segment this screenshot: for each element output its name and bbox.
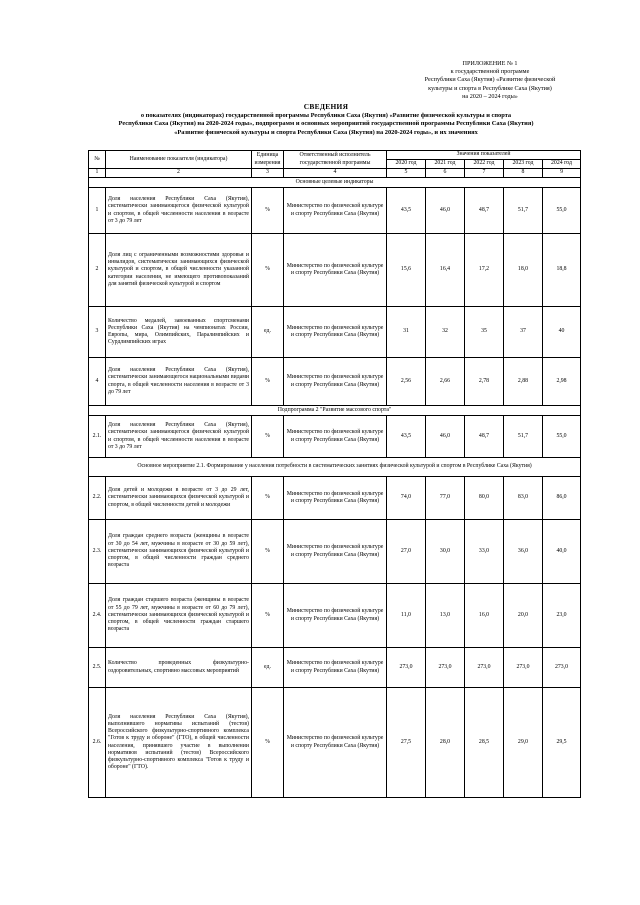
column-index: 6 (426, 169, 465, 178)
row-value: 27,5 (387, 688, 426, 798)
row-value: 2,98 (543, 358, 581, 406)
row-name: Доля населения Республики Саха (Якутия), систематически занимающегося физической культурой и спортом, в общей численности населения в возрасте от 3 до 79 лет (106, 416, 252, 458)
row-unit: % (252, 234, 284, 307)
table-row (89, 688, 581, 798)
table-row (89, 584, 581, 648)
appendix-line: культуры и спорта в Республике Саха (Якутия) (428, 84, 552, 92)
row-value: 273,0 (387, 648, 426, 688)
row-unit: % (252, 520, 284, 584)
row-value: 48,7 (465, 188, 504, 234)
row-value: 32 (426, 307, 465, 358)
row-value: 15,6 (387, 234, 426, 307)
row-value: 2,88 (504, 358, 543, 406)
title-heading: СВЕДЕНИЯ (303, 102, 349, 111)
column-index: 2 (106, 169, 252, 178)
row-value: 43,5 (387, 416, 426, 458)
header-unit: Единица измерения (252, 151, 284, 169)
table-row (89, 307, 581, 358)
row-executor: Министерство по физической культуре и спорту Республики Саха (Якутия) (284, 477, 387, 520)
appendix-line: ПРИЛОЖЕНИЕ № 1 (462, 60, 518, 67)
row-name: Количество проведенных физкультурно-оздоровительных, спортивно массовых мероприятий (106, 648, 252, 688)
row-value: 273,0 (543, 648, 581, 688)
row-value: 273,0 (426, 648, 465, 688)
row-unit: % (252, 416, 284, 458)
row-executor: Министерство по физической культуре и спорту Республики Саха (Якутия) (284, 584, 387, 648)
column-index: 4 (284, 169, 387, 178)
row-no: 2.3. (89, 520, 106, 584)
row-name: Доля населения Республики Саха (Якутия), систематически занимающегося физической культурой и спортом, в общей численности населения в возрасте от 3 до 79 лет (106, 188, 252, 234)
appendix-line: Республики Саха (Якутия) «Развитие физической (424, 76, 556, 84)
header-year: 2023 год (504, 160, 543, 169)
row-name: Доля граждан среднего возраста (женщины в возрасте от 30 до 54 лет, мужчины в возрасте от 30 до 59 лет), систематически занимающихся физической культурой и спортом, в общей численности граждан среднего возраста (106, 520, 252, 584)
row-executor: Министерство по физической культуре и спорту Республики Саха (Якутия) (284, 520, 387, 584)
row-executor: Министерство по физической культуре и спорту Республики Саха (Якутия) (284, 307, 387, 358)
row-executor: Министерство по физической культуре и спорту Республики Саха (Якутия) (284, 648, 387, 688)
column-index: 3 (252, 169, 284, 178)
row-unit: % (252, 188, 284, 234)
section-title: Подпрограмма 2 "Развитие массового спорта" (89, 406, 581, 416)
row-value: 86,0 (543, 477, 581, 520)
row-value: 35 (465, 307, 504, 358)
document-title (70, 103, 582, 137)
table-row (89, 188, 581, 234)
header-year: 2024 год (543, 160, 581, 169)
header-executor: Ответственный исполнитель государственной программы (284, 151, 387, 169)
table-row (89, 648, 581, 688)
row-executor: Министерство по физической культуре и спорту Республики Саха (Якутия) (284, 234, 387, 307)
row-value: 51,7 (504, 188, 543, 234)
header-year: 2021 год (426, 160, 465, 169)
header-no: № (89, 151, 106, 169)
section-row-subprogram (89, 406, 581, 416)
row-value: 55,0 (543, 416, 581, 458)
row-value: 31 (387, 307, 426, 358)
table-row (89, 234, 581, 307)
row-value: 2,78 (465, 358, 504, 406)
row-value: 80,0 (465, 477, 504, 520)
row-value: 23,0 (543, 584, 581, 648)
title-line: о показателях (индикаторах) государственной программы Республики Саха (Якутия) «Развитие физической культуры и спорта (140, 111, 512, 119)
row-value: 43,5 (387, 188, 426, 234)
row-unit: ед. (252, 307, 284, 358)
column-index: 1 (89, 169, 106, 178)
row-no: 2.5. (89, 648, 106, 688)
column-index: 5 (387, 169, 426, 178)
row-value: 20,0 (504, 584, 543, 648)
header-name: Наименование показателя (индикатора) (106, 151, 252, 169)
row-value: 273,0 (465, 648, 504, 688)
row-value: 16,4 (426, 234, 465, 307)
row-name: Доля лиц с ограниченными возможностями здоровья и инвалидов, систематически занимающихся физической культурой и спортом, в общей численности указанной категории населения, не имеющего противопоказаний для занятий физической культурой и спортом (106, 234, 252, 307)
row-value: 29,0 (504, 688, 543, 798)
row-value: 40 (543, 307, 581, 358)
header-year: 2020 год (387, 160, 426, 169)
row-value: 11,0 (387, 584, 426, 648)
table-row (89, 520, 581, 584)
row-value: 77,0 (426, 477, 465, 520)
column-index: 8 (504, 169, 543, 178)
header-values: Значения показателей (387, 151, 581, 160)
row-unit: % (252, 688, 284, 798)
row-value: 27,0 (387, 520, 426, 584)
row-value: 37 (504, 307, 543, 358)
row-value: 18,8 (543, 234, 581, 307)
table-row (89, 416, 581, 458)
row-executor: Министерство по физической культуре и спорту Республики Саха (Якутия) (284, 688, 387, 798)
title-line: Республики Саха (Якутия) на 2020-2024 годы», подпрограмм и основных мероприятий государственной программы Республики Саха (Якутия) (118, 120, 534, 128)
row-value: 46,0 (426, 188, 465, 234)
appendix-line: к государственной программе (450, 68, 530, 76)
row-no: 1 (89, 188, 106, 234)
row-name: Доля граждан старшего возраста (женщины в возрасте от 55 до 79 лет, мужчины в возрасте от 60 до 79 лет), систематически занимающихся физической культурой и спортом, в общей численности граждан старшего возраста (106, 584, 252, 648)
title-line: «Развитие физической культуры и спорта Республики Саха (Якутия) на 2020-2024 годы», и их значениях (174, 128, 478, 136)
row-name: Количество медалей, завоеванных спортсменами Республики Саха (Якутия) на чемпионатах России, Европы, мира, Олимпийских, Паралимпийских и Сурдлимпийских играх (106, 307, 252, 358)
indicators-table (88, 150, 581, 798)
section-title: Основные целевые индикаторы (89, 178, 581, 188)
row-unit: % (252, 584, 284, 648)
row-value: 36,0 (504, 520, 543, 584)
row-unit: % (252, 358, 284, 406)
row-value: 28,5 (465, 688, 504, 798)
column-index: 9 (543, 169, 581, 178)
row-name: Доля детей и молодежи в возрасте от 3 до 29 лет, систематически занимающихся физической культурой и спортом, в общей численности детей и молодежи (106, 477, 252, 520)
column-index: 7 (465, 169, 504, 178)
row-no: 2 (89, 234, 106, 307)
row-value: 2,66 (426, 358, 465, 406)
row-value: 55,0 (543, 188, 581, 234)
row-value: 2,56 (387, 358, 426, 406)
row-value: 83,0 (504, 477, 543, 520)
row-value: 29,5 (543, 688, 581, 798)
section-row-event (89, 458, 581, 477)
row-value: 33,0 (465, 520, 504, 584)
header-year: 2022 год (465, 160, 504, 169)
row-executor: Министерство по физической культуре и спорту Республики Саха (Якутия) (284, 188, 387, 234)
row-value: 273,0 (504, 648, 543, 688)
row-name: Доля населения Республики Саха (Якутия), выполнившего нормативы испытаний (тестов) Всероссийского физкультурно-спортивного комплекса "Готов к труду и обороне" (ГТО), в общей численности населения, принявшего участие в выполнении нормативов испытаний (тестов) Всероссийского физкультурно-спортивного комплекса "Готов к труду и обороне" (ГТО). (106, 688, 252, 798)
row-value: 48,7 (465, 416, 504, 458)
row-value: 30,0 (426, 520, 465, 584)
row-executor: Министерство по физической культуре и спорту Республики Саха (Якутия) (284, 416, 387, 458)
column-index-row (89, 169, 581, 178)
row-value: 74,0 (387, 477, 426, 520)
row-no: 2.6. (89, 688, 106, 798)
row-no: 2.1. (89, 416, 106, 458)
row-value: 18,0 (504, 234, 543, 307)
row-unit: % (252, 477, 284, 520)
row-value: 28,0 (426, 688, 465, 798)
row-no: 2.2. (89, 477, 106, 520)
table-row (89, 358, 581, 406)
row-no: 4 (89, 358, 106, 406)
row-value: 17,2 (465, 234, 504, 307)
row-value: 51,7 (504, 416, 543, 458)
appendix-line: на 2020 – 2024 годы» (462, 92, 518, 100)
section-title: Основное мероприятие 2.1. Формирование у населения потребности в систематических занятиях физической культурой и спортом в Республике Саха (Якутия) (89, 458, 581, 477)
table-row (89, 477, 581, 520)
row-value: 16,0 (465, 584, 504, 648)
row-name: Доля населения Республики Саха (Якутия), систематически занимающегося национальными видами спорта, в общей численности населения в возрасте от 3 до 79 лет (106, 358, 252, 406)
row-no: 3 (89, 307, 106, 358)
appendix-block (395, 60, 585, 101)
row-no: 2.4. (89, 584, 106, 648)
section-row-main (89, 178, 581, 188)
row-executor: Министерство по физической культуре и спорту Республики Саха (Якутия) (284, 358, 387, 406)
row-value: 13,0 (426, 584, 465, 648)
row-value: 40,0 (543, 520, 581, 584)
row-unit: ед. (252, 648, 284, 688)
row-value: 46,0 (426, 416, 465, 458)
